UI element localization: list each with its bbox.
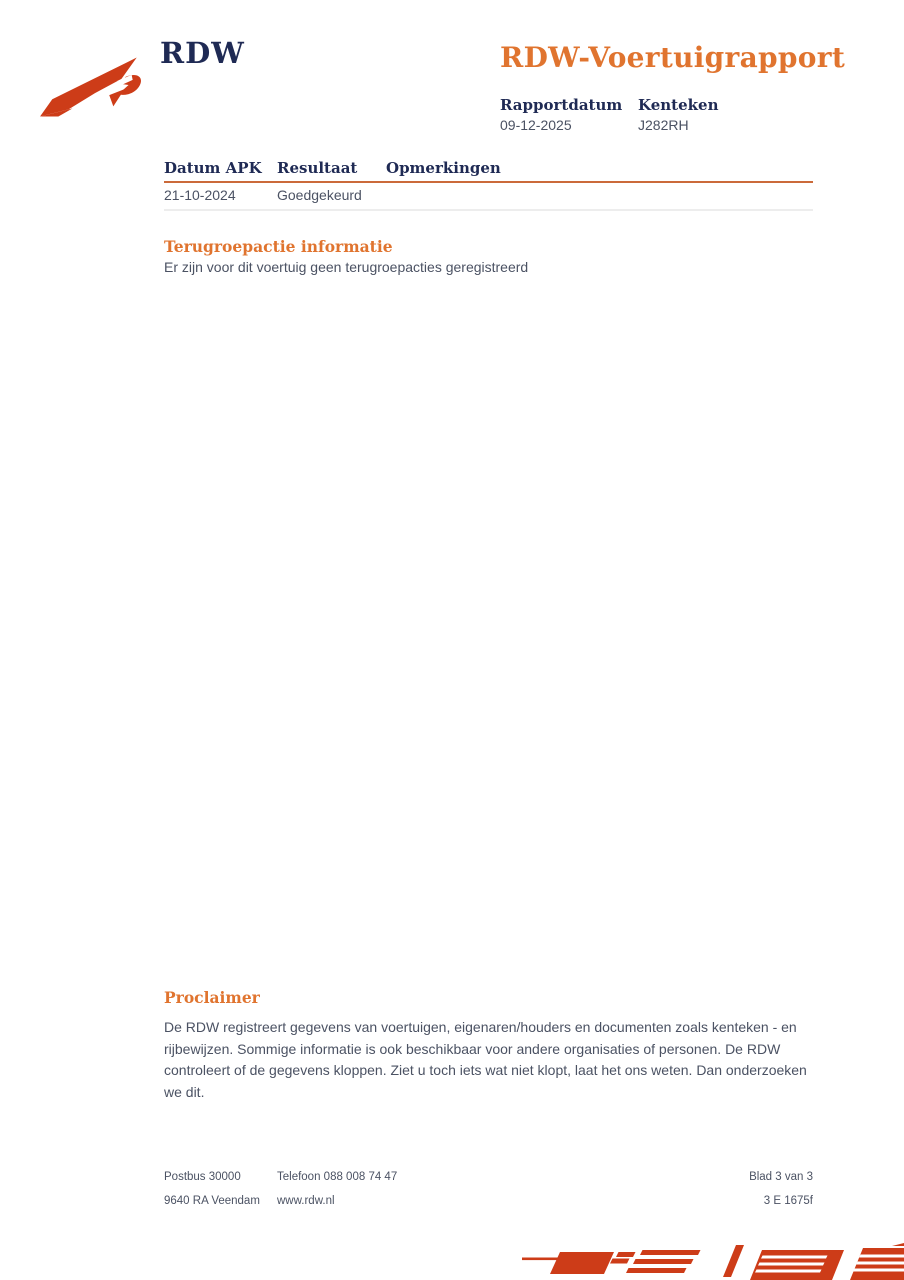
table-row bbox=[164, 183, 813, 211]
apk-table-header bbox=[164, 159, 813, 183]
apk-cell-resultaat: Goedgekeurd bbox=[277, 187, 362, 203]
proclaimer-body: De RDW registreert gegevens van voertuigen, eigenaren/houders en documenten zoals kenteken - en rijbewijzen. Sommige informatie is ook beschikbaar voor andere organisaties of personen. De RDW controleert of de gegevens kloppen. Ziet u toch iets wat niet klopt, laat het ons weten. Dan onderzoeken we dit. bbox=[164, 1019, 807, 1101]
footer-po-box: Postbus 30000 bbox=[164, 1171, 241, 1183]
apk-cell-datum: 21-10-2024 bbox=[164, 187, 236, 203]
footer-website: www.rdw.nl bbox=[277, 1195, 335, 1207]
rdw-wordmark: RDW bbox=[160, 36, 245, 70]
recall-section-heading: Terugroepactie informatie bbox=[164, 237, 393, 256]
footer-doc-code: 3 E 1675f bbox=[763, 1195, 813, 1207]
footer-phone: Telefoon 088 008 74 47 bbox=[277, 1171, 398, 1183]
apk-cell-opmerkingen bbox=[386, 187, 813, 203]
footer-city-line: 9640 RA Veendam bbox=[164, 1195, 260, 1207]
apk-col-datum: Datum APK bbox=[164, 159, 262, 177]
apk-col-opmerkingen: Opmerkingen bbox=[386, 159, 501, 177]
license-plate-value: J282RH bbox=[638, 117, 689, 133]
rdw-stripes-graphic-icon bbox=[520, 1243, 904, 1280]
footer-page-indicator: Blad 3 van 3 bbox=[749, 1171, 813, 1183]
rdw-flag-logo-icon bbox=[38, 52, 152, 118]
report-date-value: 09-12-2025 bbox=[500, 117, 572, 133]
page-title: RDW-Voertuigrapport bbox=[500, 41, 846, 74]
license-plate-label: Kenteken bbox=[638, 96, 719, 114]
report-date-label: Rapportdatum bbox=[500, 96, 623, 114]
apk-col-resultaat: Resultaat bbox=[277, 159, 358, 177]
recall-section-body: Er zijn voor dit voertuig geen terugroepacties geregistreerd bbox=[164, 259, 529, 275]
apk-table bbox=[164, 159, 813, 211]
proclaimer-heading: Proclaimer bbox=[164, 988, 260, 1007]
